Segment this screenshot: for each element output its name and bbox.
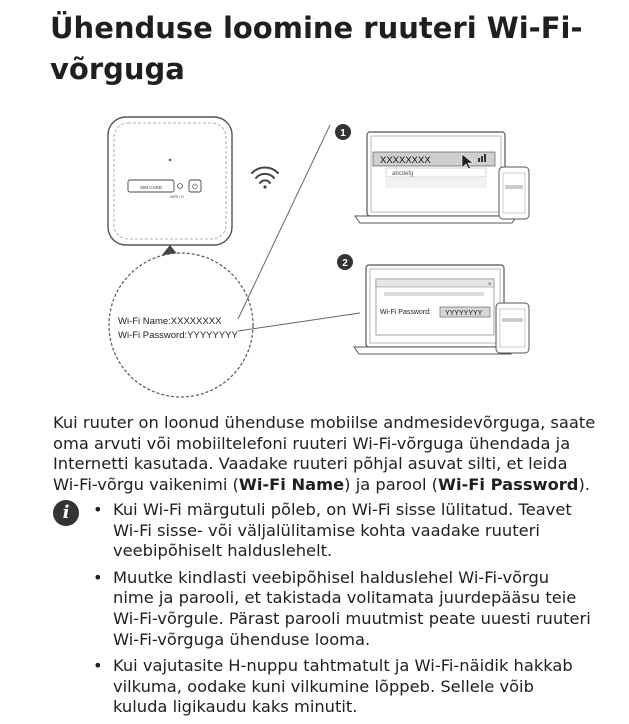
router-button-label: WPS / H (170, 195, 184, 199)
step-1-number: 1 (340, 128, 346, 139)
laptop1-subnetwork: abcdefg (392, 171, 414, 177)
intro-paragraph: Kui ruuter on loonud ühenduse mobiilse andmesidevõrguga, saate oma arvuti või mobiiltelefoni ruuteri Wi-Fi-võrguga ühendada ja Internetti kasutada. Vaadake ruuteri põhjal asuvat silti, et leida Wi-Fi-võrgu vaikenimi (Wi-Fi Name) ja parool (Wi-Fi Password). (53, 413, 596, 494)
wifi-password-term: Wi-Fi Password (438, 474, 579, 494)
wifi-icon (252, 167, 278, 188)
sticker-wifi-name: Wi-Fi Name:XXXXXXXX (118, 316, 222, 327)
wifi-name-term: Wi-Fi Name (238, 474, 345, 494)
router-device (108, 117, 232, 260)
page-title: Ühenduse loomine ruuteri Wi-Fi-võrguga (50, 11, 583, 86)
laptop2-password-label: Wi-Fi Password: (380, 309, 431, 316)
note-item: • Kui Wi-Fi märgutuli põleb, on Wi-Fi sisse lülitatud. Teavet Wi-Fi sisse- või väljalülitamise kohta vaadake ruuteri veebipõhiselt halduslehelt. (93, 500, 572, 561)
note-item: • Kui vajutasite H-nuppu tahtmatult ja Wi-Fi-näidik hakkab vilkuma, oodake kuni vilkumine lõppeb. Sellele võib kuluda ligikaudu kaks minutit. (93, 656, 573, 717)
svg-text:×: × (488, 282, 492, 288)
note-item: • Muutke kindlasti veebipõhisel halduslehel Wi-Fi-võrgu nime ja parooli, et takistada volitamata juurdepääsu teie Wi-Fi-võrgule. Pärast parooli muutmist peate uuesti ruuteri Wi-Fi-võrguga ühenduse looma. (93, 567, 591, 649)
connection-illustration (0, 105, 629, 405)
laptop1-network-name: XXXXXXXX (380, 155, 431, 166)
step-2 (337, 254, 529, 354)
bullet-icon: • (93, 656, 103, 676)
sticker-wifi-password: Wi-Fi Password:YYYYYYYY (118, 330, 238, 341)
step-2-number: 2 (342, 258, 348, 269)
info-icon: i (53, 500, 79, 526)
notes-list (93, 500, 593, 724)
router-sticker-callout (109, 253, 253, 397)
bullet-icon: • (93, 500, 103, 519)
laptop2-password-value: YYYYYYYY (445, 310, 483, 317)
svg-text:⏻: ⏻ (192, 184, 198, 191)
step-1 (335, 124, 529, 223)
router-sim-label: SIM CARD (139, 185, 163, 190)
bullet-icon: • (93, 567, 103, 587)
